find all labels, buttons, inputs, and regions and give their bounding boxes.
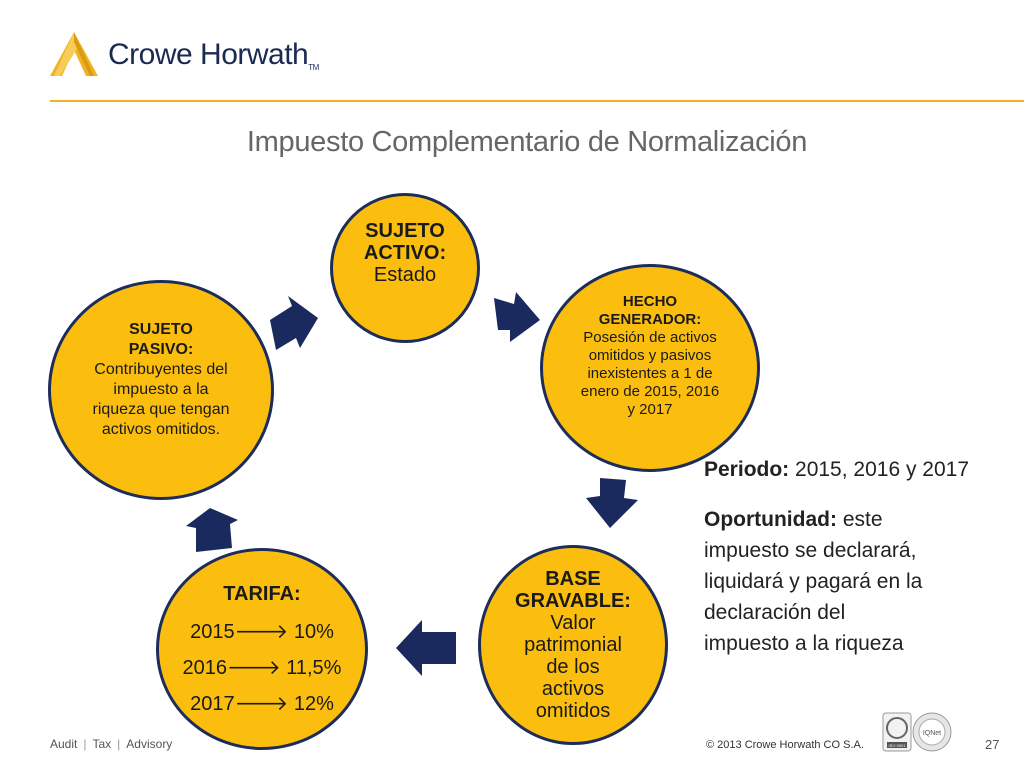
iqnet-certification-seal-icon <box>912 712 952 752</box>
cycle-arrow-activo-to-generador-icon <box>494 290 542 344</box>
tarifa-rate: 10% <box>293 621 334 643</box>
node-base-gravable-heading: BASE GRAVABLE: <box>515 568 631 612</box>
node-sujeto-activo-body: Estado <box>373 264 437 286</box>
footer-service-advisory: Advisory <box>126 737 173 751</box>
periodo-label: Periodo: <box>704 458 790 481</box>
cycle-arrow-pasivo-to-activo-icon <box>270 296 322 352</box>
cycle-arrow-generador-to-base-icon <box>586 478 640 530</box>
periodo-value: 2015, 2016 y 2017 <box>795 458 970 481</box>
brand-name <box>108 38 319 72</box>
tarifa-rate: 11,5% <box>286 657 342 679</box>
header-divider <box>50 100 1024 102</box>
node-hecho-generador <box>540 264 760 472</box>
arrow-right-icon: 🡒 <box>234 621 289 643</box>
node-tarifa-heading: TARIFA: <box>223 583 301 605</box>
tarifa-rate-row <box>190 686 334 722</box>
node-sujeto-pasivo-heading: SUJETO PASIVO: <box>128 321 194 358</box>
tarifa-rate-row <box>190 614 334 650</box>
crowe-horwath-logo-icon <box>50 30 102 80</box>
iso-certification-seal-icon <box>882 712 912 752</box>
node-sujeto-activo-heading: SUJETO ACTIVO: <box>363 220 447 264</box>
page-number: 27 <box>985 737 1000 752</box>
node-tarifa <box>156 548 368 750</box>
node-sujeto-pasivo <box>48 280 274 500</box>
node-sujeto-activo <box>330 193 480 343</box>
footer-service-audit: Audit <box>50 737 78 751</box>
tarifa-rate-row <box>183 650 342 686</box>
oportunidad-label: Oportunidad: <box>704 508 837 531</box>
cycle-arrow-tarifa-to-pasivo-icon <box>186 508 242 552</box>
iqnet-label: IQNet <box>922 730 942 737</box>
tarifa-year: 2017 <box>190 693 235 715</box>
brand-name-text: Crowe Horwath <box>108 38 309 71</box>
footer-copyright: © 2013 Crowe Horwath CO S.A. <box>706 739 864 751</box>
node-hecho-generador-body: Posesión de activos omitidos y pasivos inexistentes a 1 de enero de 2015, 2016 y 2017 <box>580 329 720 418</box>
oportunidad-value: este impuesto se declarará, liquidará y pagará en la declaración del impuesto a la riqueza <box>704 508 923 655</box>
oportunidad-note <box>704 504 934 659</box>
node-base-gravable-body: Valor patrimonial de los activos omitidos <box>524 612 622 722</box>
footer-services <box>50 737 172 751</box>
node-base-gravable <box>478 545 668 745</box>
arrow-right-icon: 🡒 <box>227 657 281 679</box>
iso-label: ISO 9001 <box>888 743 906 748</box>
brand-trademark: TM <box>308 63 319 72</box>
footer-separator: | <box>83 737 87 751</box>
node-hecho-generador-heading: HECHO GENERADOR: <box>598 293 702 328</box>
footer-separator: | <box>117 737 121 751</box>
tarifa-year: 2016 <box>182 657 228 679</box>
slide-title: Impuesto Complementario de Normalización <box>246 126 808 158</box>
periodo-note <box>704 458 969 482</box>
arrow-right-icon: 🡒 <box>234 693 289 715</box>
tarifa-rate: 12% <box>293 693 334 715</box>
tarifa-year: 2015 <box>190 621 235 643</box>
cycle-arrow-base-to-tarifa-icon <box>396 620 460 676</box>
footer-service-tax: Tax <box>92 737 112 751</box>
node-sujeto-pasivo-body: Contribuyentes del impuesto a la riqueza que tengan activos omitidos. <box>92 361 230 438</box>
